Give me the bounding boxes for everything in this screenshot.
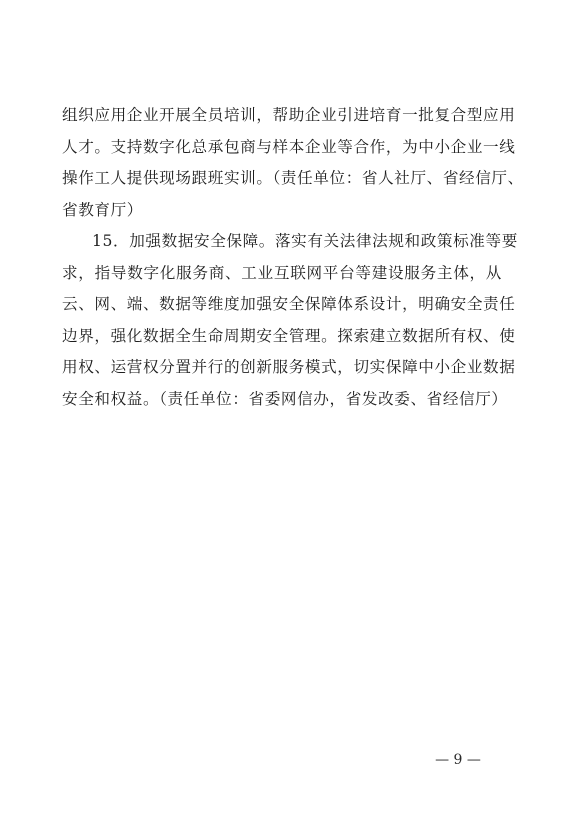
text-line: 人才。支持数字化总承包商与样本企业等合作，为中小企业一线 — [62, 137, 516, 156]
text-line: 组织应用企业开展全员培训，帮助企业引进培育一批复合型应用 — [62, 106, 516, 124]
body-text — [62, 100, 524, 415]
text-line: 边界，强化数据全生命周期安全管理。探索建立数据所有权、使 — [62, 326, 516, 345]
text-line: 安全和权益。（责任单位：省委网信办，省发改委、省经信厅） — [62, 389, 508, 408]
text-line: 用权、运营权分置并行的创新服务模式，切实保障中小企业数据 — [62, 358, 516, 376]
text-line: 省教育厅） — [62, 200, 143, 219]
section-heading-line: 15．加强数据安全保障。落实有关法律法规和政策标准等要 — [92, 232, 518, 250]
text-line: 求，指导数字化服务商、工业互联网平台等建设服务主体，从 — [62, 263, 502, 282]
text-line: 操作工人提供现场跟班实训。（责任单位：省人社厅、省经信厅、 — [62, 169, 524, 187]
page-number: — 9 — — [435, 752, 481, 768]
text-line: 云、网、端、数据等维度加强安全保障体系设计，明确安全责任 — [62, 295, 516, 313]
